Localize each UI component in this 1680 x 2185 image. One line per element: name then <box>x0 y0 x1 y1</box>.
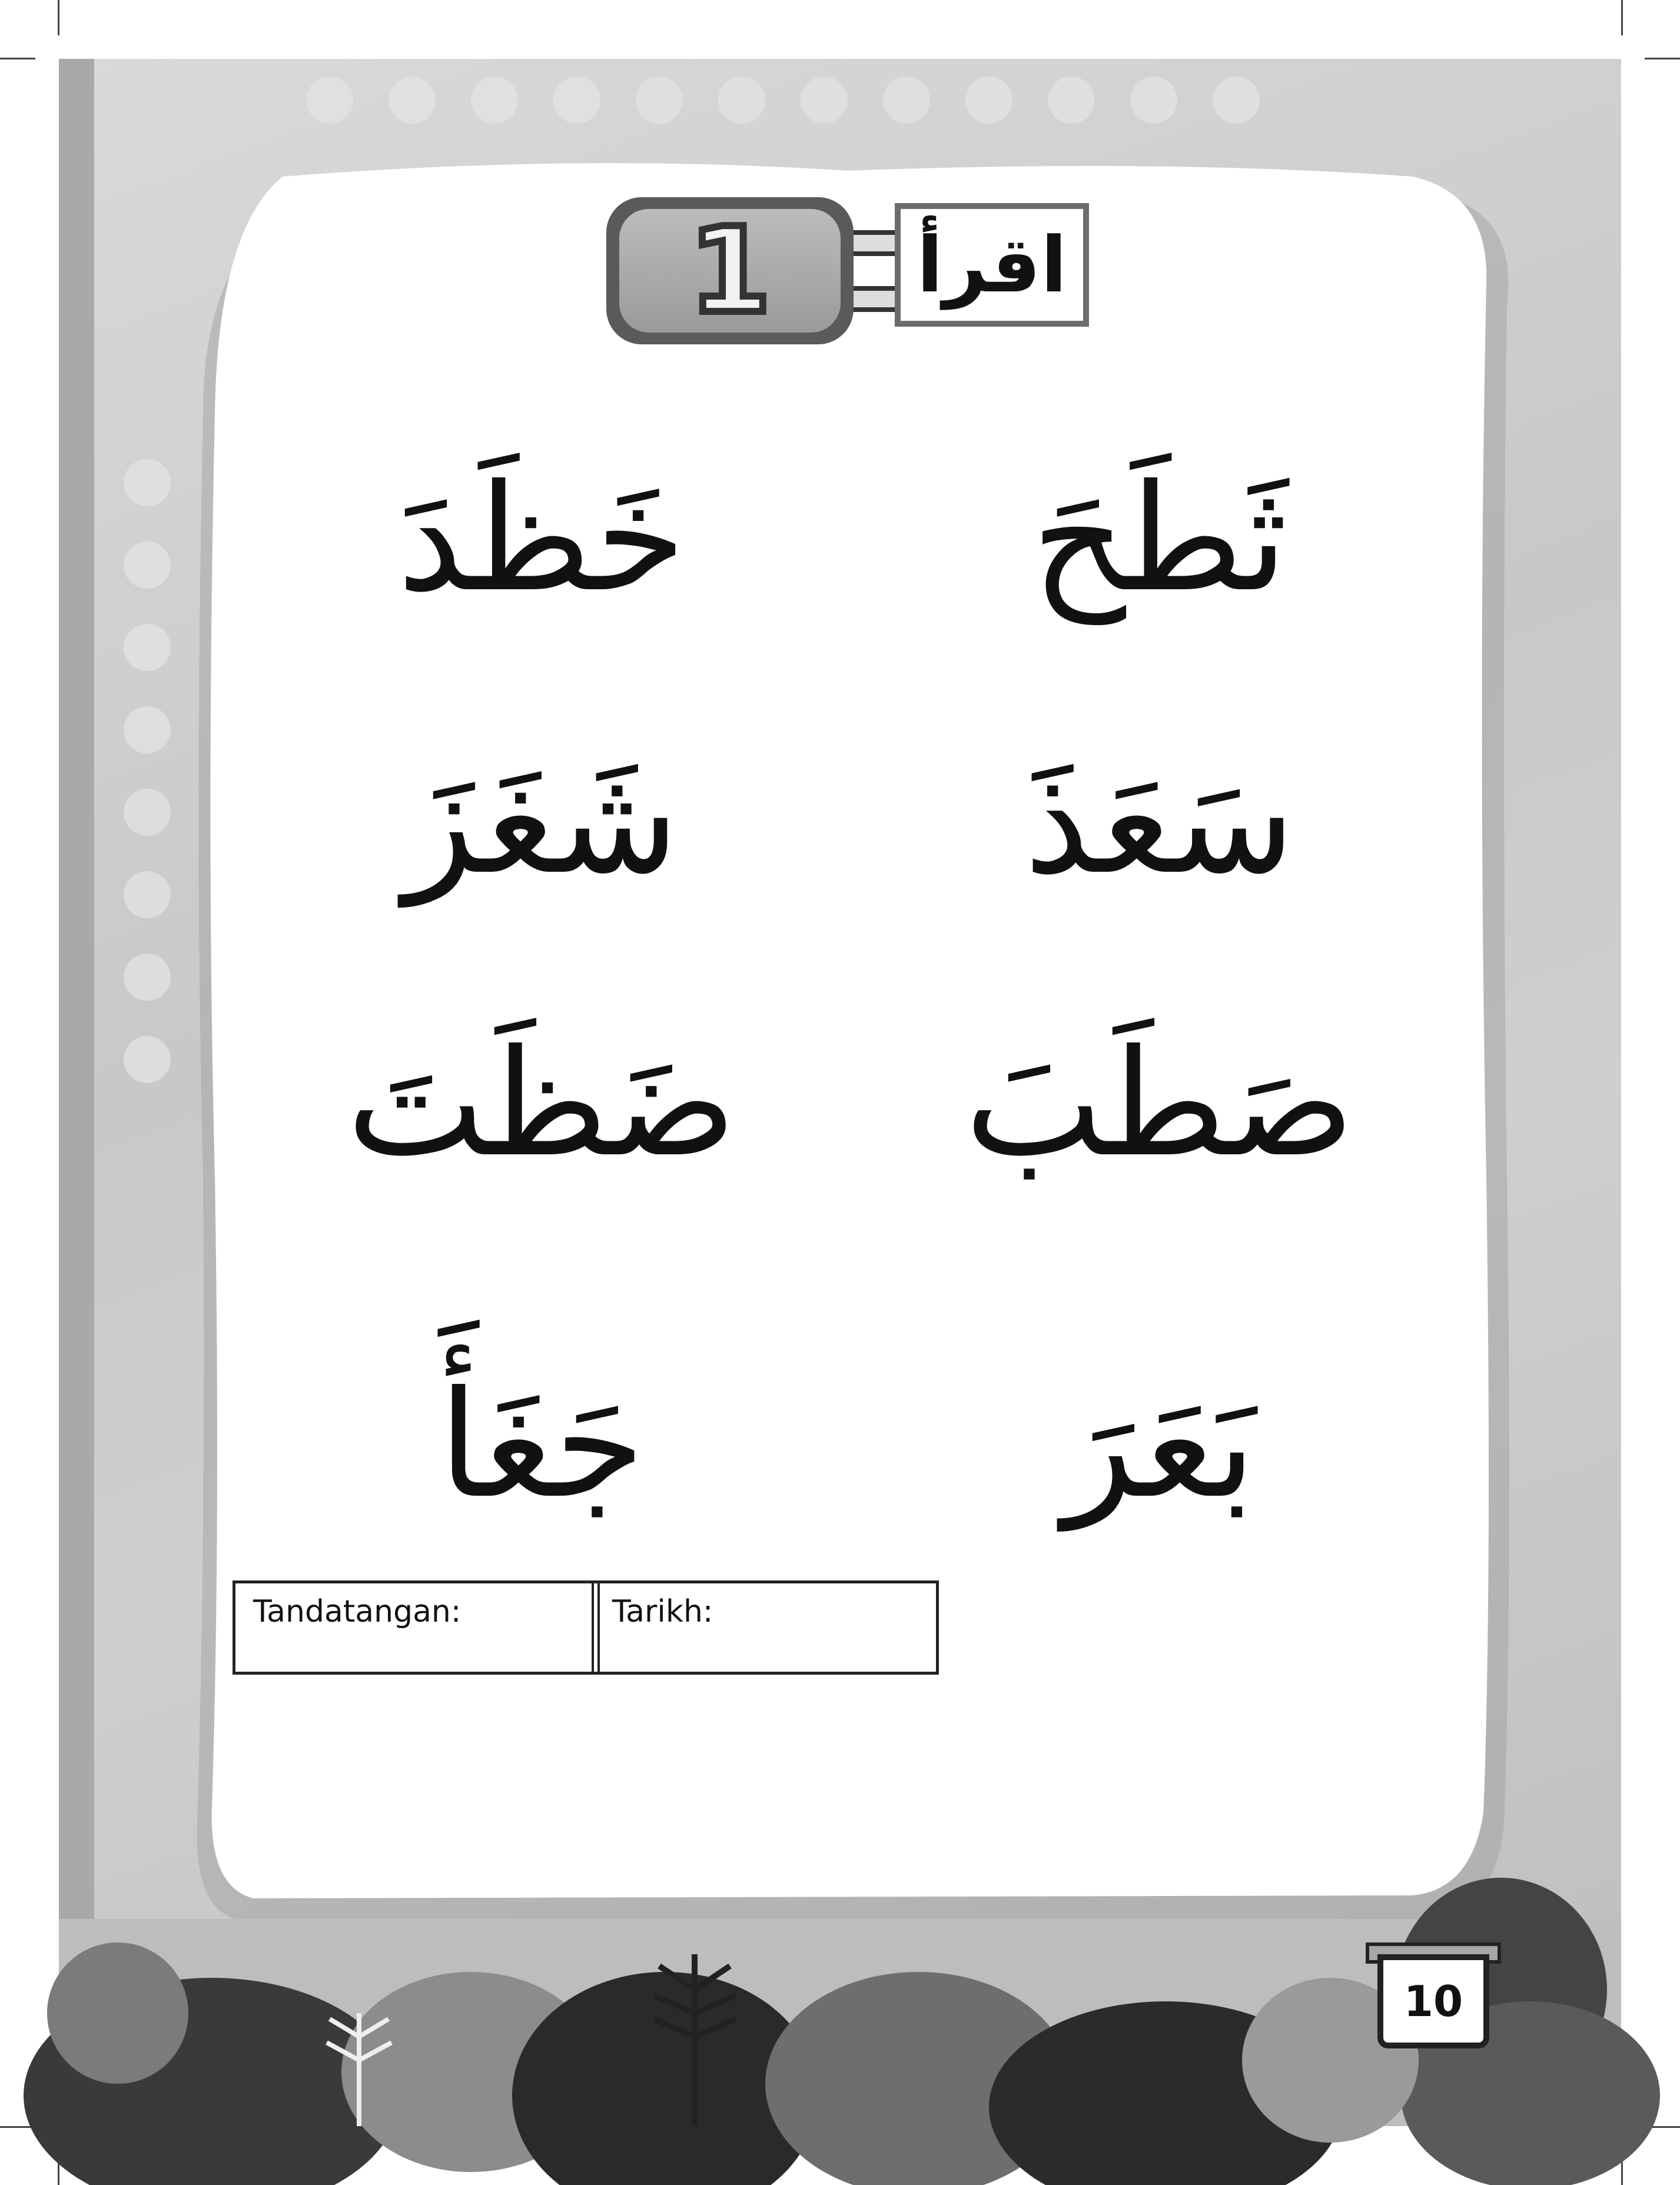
date-label: Tarikh: <box>612 1594 713 1629</box>
word-left-1: خَظَدَ <box>397 453 686 624</box>
lesson-number-badge-inner <box>619 202 841 340</box>
page-title: اقرأ <box>917 220 1067 310</box>
signature-date-box <box>233 1580 939 1675</box>
word-left-3: ضَظَتَ <box>346 1018 737 1189</box>
word-right-3: صَطَبَ <box>964 1018 1355 1189</box>
page-number-box <box>1377 1954 1489 2048</box>
word-right-1: ثَطَحَ <box>1031 453 1289 624</box>
word-right-2: سَعَذَ <box>1024 735 1296 906</box>
word-left-2: شَغَزَ <box>403 735 680 906</box>
lesson-number: 1 <box>689 202 771 340</box>
signature-label: Tandatangan: <box>253 1594 461 1629</box>
title-tab <box>895 203 1089 327</box>
signature-divider <box>592 1583 600 1672</box>
word-left-4: جَغَأَ <box>438 1359 645 1530</box>
word-right-4: بَعَرَ <box>1063 1359 1257 1530</box>
page-number: 10 <box>1403 1977 1463 2026</box>
lesson-number-badge <box>606 197 854 344</box>
